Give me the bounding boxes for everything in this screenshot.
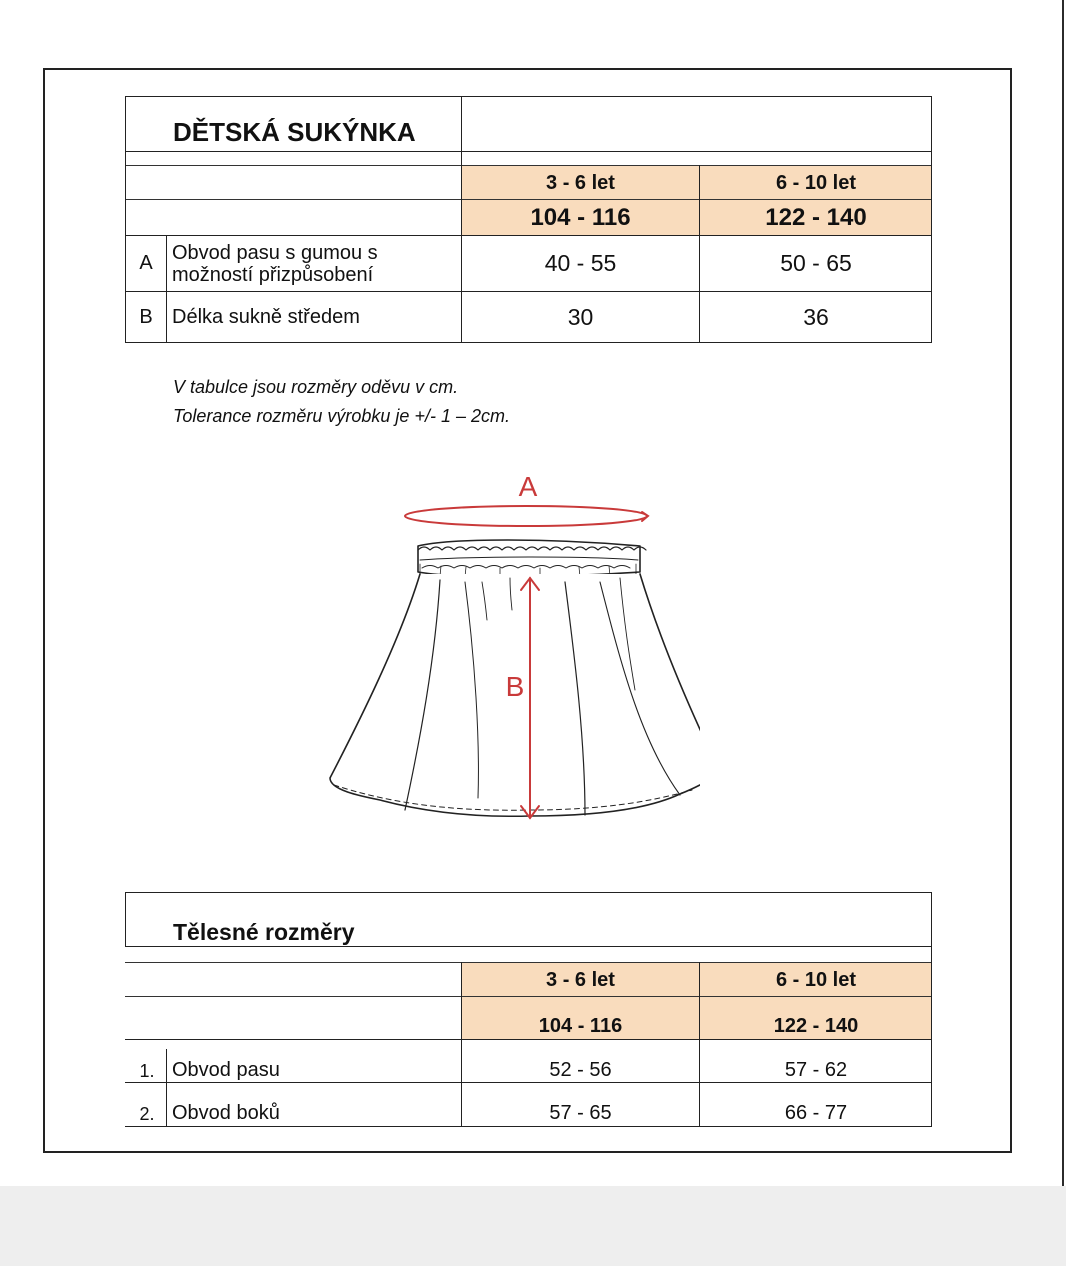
size-table-cell: 30 [567, 303, 594, 330]
size-table-row-label: Délka sukně středem [172, 306, 360, 328]
size-table-size-header-1: 104 - 116 [530, 204, 631, 231]
size-table-row-label: Obvod pasu s gumou s možností přizpůsobení [172, 241, 378, 286]
size-table-age-header-2: 6 - 10 let [775, 171, 857, 194]
body-table-cell: 57 - 65 [549, 1101, 612, 1124]
window-edge [1062, 0, 1064, 1266]
skirt-illustration [300, 460, 700, 840]
size-table-row-id: A [139, 252, 153, 274]
size-table-cell: 50 - 65 [780, 250, 852, 276]
body-table-age-header-1: 3 - 6 let [546, 968, 615, 991]
body-table-row-label: Obvod boků [172, 1101, 280, 1124]
body-table-size-header-2: 122 - 140 [773, 1014, 859, 1037]
body-table-row-id: 2. [139, 1103, 155, 1124]
body-table-cell: 52 - 56 [549, 1058, 612, 1081]
body-table-row-id: 1. [139, 1060, 155, 1081]
body-table-cell: 66 - 77 [784, 1101, 848, 1124]
size-table-size-header-2: 122 - 140 [765, 204, 867, 231]
label-b: B [505, 671, 525, 702]
body-table-title: Tělesné rozměry [173, 918, 355, 945]
page-bottom-background [0, 1186, 1066, 1266]
body-table-cell: 57 - 62 [784, 1058, 848, 1081]
size-table-row-id: B [139, 305, 153, 328]
size-table-age-header-1: 3 - 6 let [546, 171, 615, 194]
label-a: A [518, 471, 538, 502]
size-table-cell: 36 [803, 303, 829, 330]
note-units: V tabulce jsou rozměry oděvu v cm. [173, 377, 459, 397]
body-table-age-header-2: 6 - 10 let [775, 968, 857, 991]
note-tolerance: Tolerance rozměru výrobku je +/- 1 – 2cm. [173, 406, 510, 426]
body-table-row-label: Obvod pasu [172, 1058, 280, 1081]
size-table-title: DĚTSKÁ SUKÝNKA [173, 116, 416, 147]
size-table-cell: 40 - 55 [544, 250, 617, 276]
body-table-size-header-1: 104 - 116 [538, 1014, 623, 1037]
